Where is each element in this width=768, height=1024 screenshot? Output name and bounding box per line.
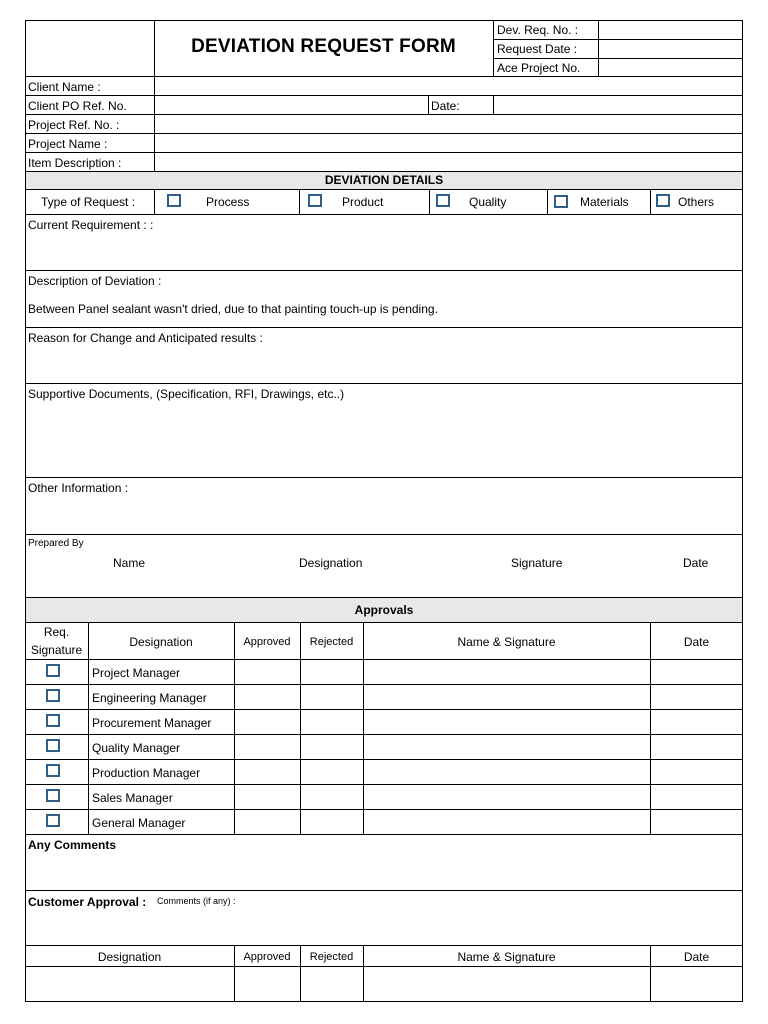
customer-rejected-header: Rejected [309,951,354,963]
approvals-name-signature-header: Name & Signature [457,635,556,649]
comments-if-any-label: Comments (if any) : [157,896,236,906]
role-label: Engineering Manager [92,691,207,705]
project-name-field[interactable] [157,135,741,151]
role-label: Project Manager [92,666,181,680]
other-information-label: Other Information : [28,481,129,495]
role-label: Procurement Manager [92,716,212,730]
req-signature-checkbox[interactable] [46,739,60,752]
date-label: Date: [431,99,460,113]
customer-designation-header: Designation [97,950,162,964]
description-of-deviation-label: Description of Deviation : [28,274,162,288]
client-name-label: Client Name : [28,80,101,94]
prepared-name-header: Name [113,556,146,570]
date-field[interactable] [496,97,741,113]
product-checkbox[interactable] [308,194,322,207]
product-label: Product [342,195,384,209]
any-comments-label: Any Comments [28,838,117,852]
req-signature-header-line2: Signature [30,643,83,657]
others-checkbox[interactable] [656,194,670,207]
request-date-field[interactable] [600,41,741,57]
form-title: DEVIATION REQUEST FORM [191,36,456,57]
type-of-request-label: Type of Request : [41,195,136,209]
customer-name-signature-header: Name & Signature [457,950,556,964]
dev-req-no-field[interactable] [600,22,741,38]
req-signature-checkbox[interactable] [46,814,60,827]
approvals-heading: Approvals [354,603,414,617]
prepared-signature-header: Signature [511,556,563,570]
materials-label: Materials [580,195,629,209]
prepared-by-label: Prepared By [28,538,84,549]
req-signature-checkbox[interactable] [46,664,60,677]
quality-label: Quality [469,195,507,209]
prepared-date-header: Date [683,556,709,570]
project-ref-label: Project Ref. No. : [28,118,120,132]
customer-approved-header: Approved [243,951,291,963]
ace-project-no-label: Ace Project No. [497,61,581,75]
quality-checkbox[interactable] [436,194,450,207]
deviation-details-heading: DEVIATION DETAILS [324,173,444,187]
role-label: Production Manager [92,766,201,780]
current-requirement-label: Current Requirement : : [28,218,154,232]
req-signature-checkbox[interactable] [46,764,60,777]
role-label: Sales Manager [92,791,173,805]
approvals-approved-header: Approved [243,636,291,648]
process-checkbox[interactable] [167,194,181,207]
prepared-designation-header: Designation [299,556,363,570]
project-name-label: Project Name : [28,137,108,151]
role-label: Quality Manager [92,741,181,755]
approvals-rejected-header: Rejected [309,636,354,648]
dev-req-no-label: Dev. Req. No. : [497,23,579,37]
ace-project-no-field[interactable] [600,60,741,76]
req-signature-checkbox[interactable] [46,789,60,802]
request-date-label: Request Date : [497,42,578,56]
process-label: Process [206,195,250,209]
others-label: Others [678,195,715,209]
client-po-field[interactable] [157,97,427,113]
project-ref-field[interactable] [157,116,741,132]
req-signature-checkbox[interactable] [46,714,60,727]
item-description-field[interactable] [157,154,741,170]
supportive-documents-label: Supportive Documents, (Specification, RFI, Drawings, etc..) [28,387,345,401]
customer-date-header: Date [683,950,710,964]
reason-for-change-label: Reason for Change and Anticipated results : [28,331,263,345]
description-of-deviation-text: Between Panel sealant wasn't dried, due to that painting touch-up is pending. [28,302,438,316]
customer-approval-label: Customer Approval : [28,895,147,909]
req-signature-header-line1: Req. [43,625,70,639]
approvals-date-header: Date [683,635,710,649]
role-label: General Manager [92,816,186,830]
item-description-label: Item Description : [28,156,122,170]
materials-checkbox[interactable] [554,195,568,208]
approvals-designation-header: Designation [129,635,193,649]
client-po-label: Client PO Ref. No. [28,99,127,113]
req-signature-checkbox[interactable] [46,689,60,702]
client-name-field[interactable] [157,78,741,94]
